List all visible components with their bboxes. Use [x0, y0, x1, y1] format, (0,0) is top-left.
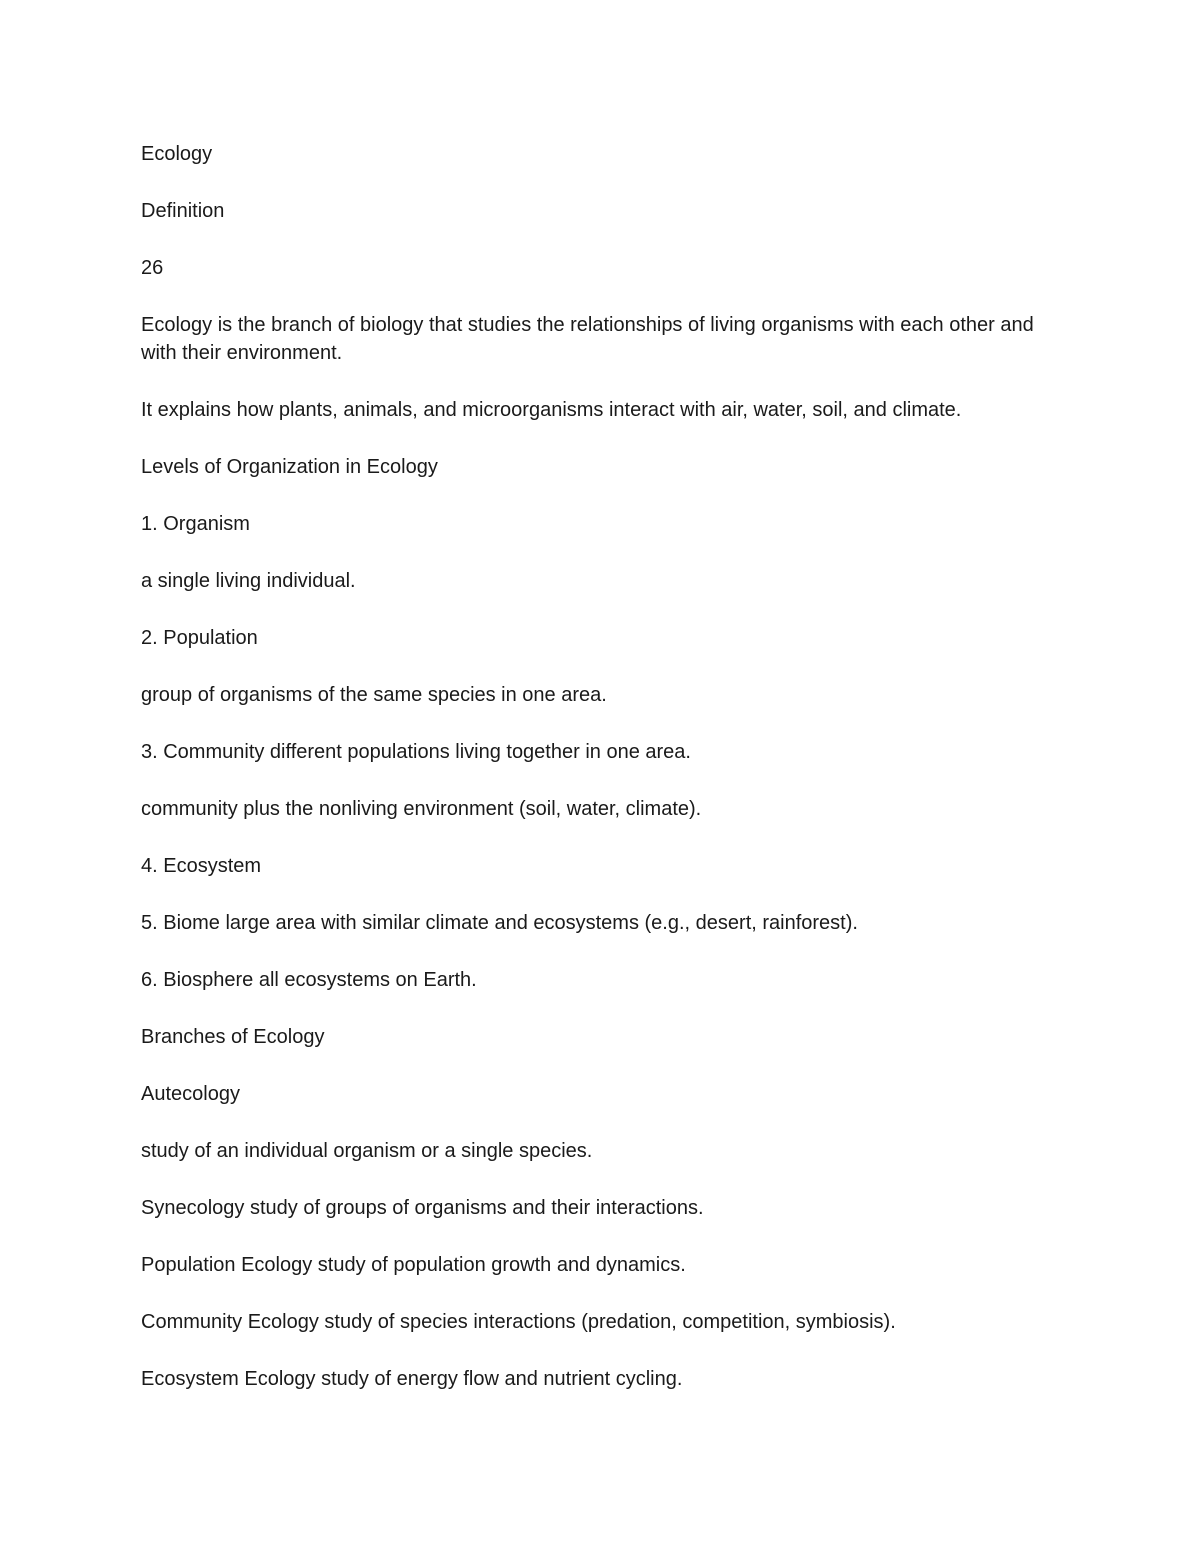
level-description-ecosystem: community plus the nonliving environment (soil, water, climate). [141, 798, 702, 820]
branch-description-autecology: study of an individual organism or a single species. [141, 1140, 593, 1162]
document-body [141, 140, 1041, 1422]
level-item-biosphere: 6. Biosphere all ecosystems on Earth. [141, 969, 477, 991]
level-item-organism: 1. Organism [141, 513, 250, 535]
level-description-organism: a single living individual. [141, 570, 356, 592]
branch-item-population-ecology: Population Ecology study of population growth and dynamics. [141, 1254, 686, 1276]
level-item-population: 2. Population [141, 627, 258, 649]
section-heading-branches: Branches of Ecology [141, 1026, 325, 1048]
page-number-text: 26 [141, 257, 164, 279]
explanation-paragraph: It explains how plants, animals, and microorganisms interact with air, water, soil, and climate. [141, 399, 962, 421]
level-item-community: 3. Community different populations living together in one area. [141, 741, 691, 763]
section-heading-levels: Levels of Organization in Ecology [141, 456, 438, 478]
branch-item-community-ecology: Community Ecology study of species interactions (predation, competition, symbiosis). [141, 1311, 896, 1333]
level-item-biome: 5. Biome large area with similar climate and ecosystems (e.g., desert, rainforest). [141, 912, 858, 934]
document-title: Ecology [141, 143, 213, 165]
branch-item-ecosystem-ecology: Ecosystem Ecology study of energy flow and nutrient cycling. [141, 1368, 683, 1390]
definition-paragraph: Ecology is the branch of biology that studies the relationships of living organisms with each other and with their environment. [141, 314, 1034, 364]
level-item-ecosystem: 4. Ecosystem [141, 855, 262, 877]
branch-item-synecology: Synecology study of groups of organisms and their interactions. [141, 1197, 704, 1219]
level-description-population: group of organisms of the same species in one area. [141, 684, 607, 706]
branch-item-autecology: Autecology [141, 1083, 240, 1105]
section-heading-definition: Definition [141, 200, 225, 222]
